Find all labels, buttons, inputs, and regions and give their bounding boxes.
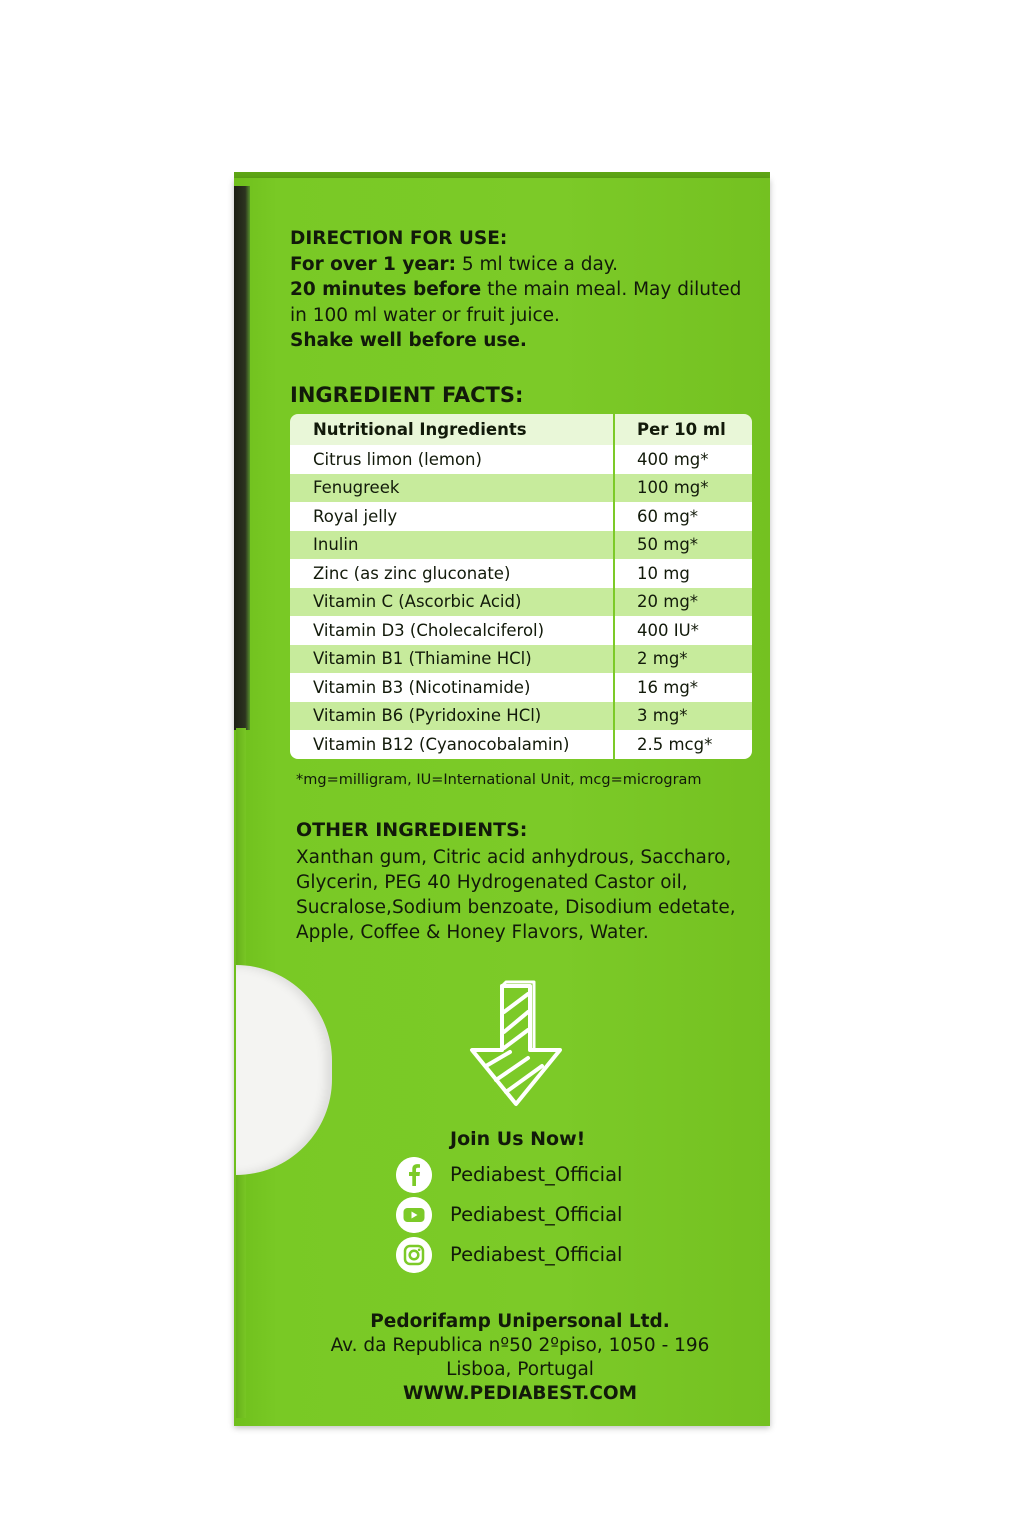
ingredient-name: Vitamin B6 (Pyridoxine HCl) bbox=[290, 702, 614, 731]
company-address-line-1: Av. da Republica nº50 2ºpiso, 1050 - 196 bbox=[330, 1335, 710, 1356]
ingredient-amount: 3 mg* bbox=[614, 702, 752, 731]
social-facebook[interactable] bbox=[396, 1157, 696, 1195]
ingredient-name: Fenugreek bbox=[290, 474, 614, 503]
facebook-handle: Pediabest_Official bbox=[450, 1163, 623, 1186]
table-header-ingredient: Nutritional Ingredients bbox=[290, 414, 614, 445]
table-row bbox=[290, 588, 752, 617]
youtube-icon bbox=[396, 1197, 432, 1233]
instagram-handle: Pediabest_Official bbox=[450, 1243, 623, 1266]
table-row bbox=[290, 702, 752, 731]
ingredient-amount: 16 mg* bbox=[614, 673, 752, 702]
table-row bbox=[290, 474, 752, 503]
other-ingredients-title: OTHER INGREDIENTS: bbox=[296, 819, 528, 841]
ingredient-amount: 2.5 mcg* bbox=[614, 730, 752, 759]
ingredient-facts-title: INGREDIENT FACTS: bbox=[290, 383, 524, 407]
other-ingredients-line: Apple, Coffee & Honey Flavors, Water. bbox=[296, 922, 649, 943]
other-ingredients-line: Xanthan gum, Citric acid anhydrous, Saccharo, bbox=[296, 847, 732, 868]
directions-line-2-bold: 20 minutes before bbox=[290, 279, 482, 300]
directions-line-1 bbox=[290, 252, 760, 278]
ingredient-name: Zinc (as zinc gluconate) bbox=[290, 559, 614, 588]
ingredient-name: Inulin bbox=[290, 531, 614, 560]
facebook-icon bbox=[396, 1157, 432, 1193]
other-ingredients-list bbox=[296, 845, 766, 945]
table-row bbox=[290, 645, 752, 674]
ingredient-amount: 10 mg bbox=[614, 559, 752, 588]
directions-line-3: in 100 ml water or fruit juice. bbox=[290, 304, 560, 326]
table-row bbox=[290, 730, 752, 759]
ingredient-name: Vitamin B1 (Thiamine HCl) bbox=[290, 645, 614, 674]
table-row bbox=[290, 531, 752, 560]
other-ingredients-line: Glycerin, PEG 40 Hydrogenated Castor oil, bbox=[296, 872, 688, 893]
ingredient-amount: 60 mg* bbox=[614, 502, 752, 531]
down-arrow-icon bbox=[466, 980, 566, 1110]
table-row bbox=[290, 616, 752, 645]
table-row bbox=[290, 445, 752, 474]
ingredient-name: Vitamin C (Ascorbic Acid) bbox=[290, 588, 614, 617]
ingredient-amount: 2 mg* bbox=[614, 645, 752, 674]
youtube-handle: Pediabest_Official bbox=[450, 1203, 623, 1226]
other-ingredients-line: Sucralose,Sodium benzoate, Disodium edetate, bbox=[296, 897, 736, 918]
company-website: WWW.PEDIABEST.COM bbox=[402, 1383, 638, 1404]
ingredient-name: Citrus limon (lemon) bbox=[290, 445, 614, 474]
table-header-amount: Per 10 ml bbox=[614, 414, 752, 445]
directions-title: DIRECTION FOR USE: bbox=[290, 228, 508, 249]
table-row bbox=[290, 502, 752, 531]
directions-line-4: Shake well before use. bbox=[290, 330, 527, 351]
ingredient-amount: 100 mg* bbox=[614, 474, 752, 503]
ingredient-name: Royal jelly bbox=[290, 502, 614, 531]
ingredient-facts-table bbox=[290, 414, 752, 759]
ingredient-name: Vitamin B3 (Nicotinamide) bbox=[290, 673, 614, 702]
directions-line-2 bbox=[290, 277, 760, 303]
company-name: Pedorifamp Unipersonal Ltd. bbox=[370, 1311, 670, 1332]
company-info bbox=[290, 1310, 750, 1406]
ingredient-amount: 20 mg* bbox=[614, 588, 752, 617]
ingredient-name: Vitamin D3 (Cholecalciferol) bbox=[290, 616, 614, 645]
ingredient-amount: 50 mg* bbox=[614, 531, 752, 560]
ingredient-name: Vitamin B12 (Cyanocobalamin) bbox=[290, 730, 614, 759]
directions-line-1-rest: 5 ml twice a day. bbox=[455, 253, 618, 275]
ingredient-amount: 400 mg* bbox=[614, 445, 752, 474]
table-header-row bbox=[290, 414, 752, 445]
units-footnote: *mg=milligram, IU=International Unit, mcg=microgram bbox=[296, 772, 702, 788]
directions-line-2-rest: the main meal. May diluted bbox=[481, 279, 742, 300]
directions-section bbox=[290, 226, 760, 354]
ingredient-amount: 400 IU* bbox=[614, 616, 752, 645]
directions-line-1-bold: For over 1 year: bbox=[290, 253, 456, 275]
instagram-icon bbox=[396, 1237, 432, 1273]
join-us-title: Join Us Now! bbox=[450, 1128, 586, 1150]
social-youtube[interactable] bbox=[396, 1197, 696, 1235]
table-row bbox=[290, 673, 752, 702]
social-instagram[interactable] bbox=[396, 1237, 696, 1275]
company-address-line-2: Lisboa, Portugal bbox=[446, 1359, 594, 1380]
table-row bbox=[290, 559, 752, 588]
